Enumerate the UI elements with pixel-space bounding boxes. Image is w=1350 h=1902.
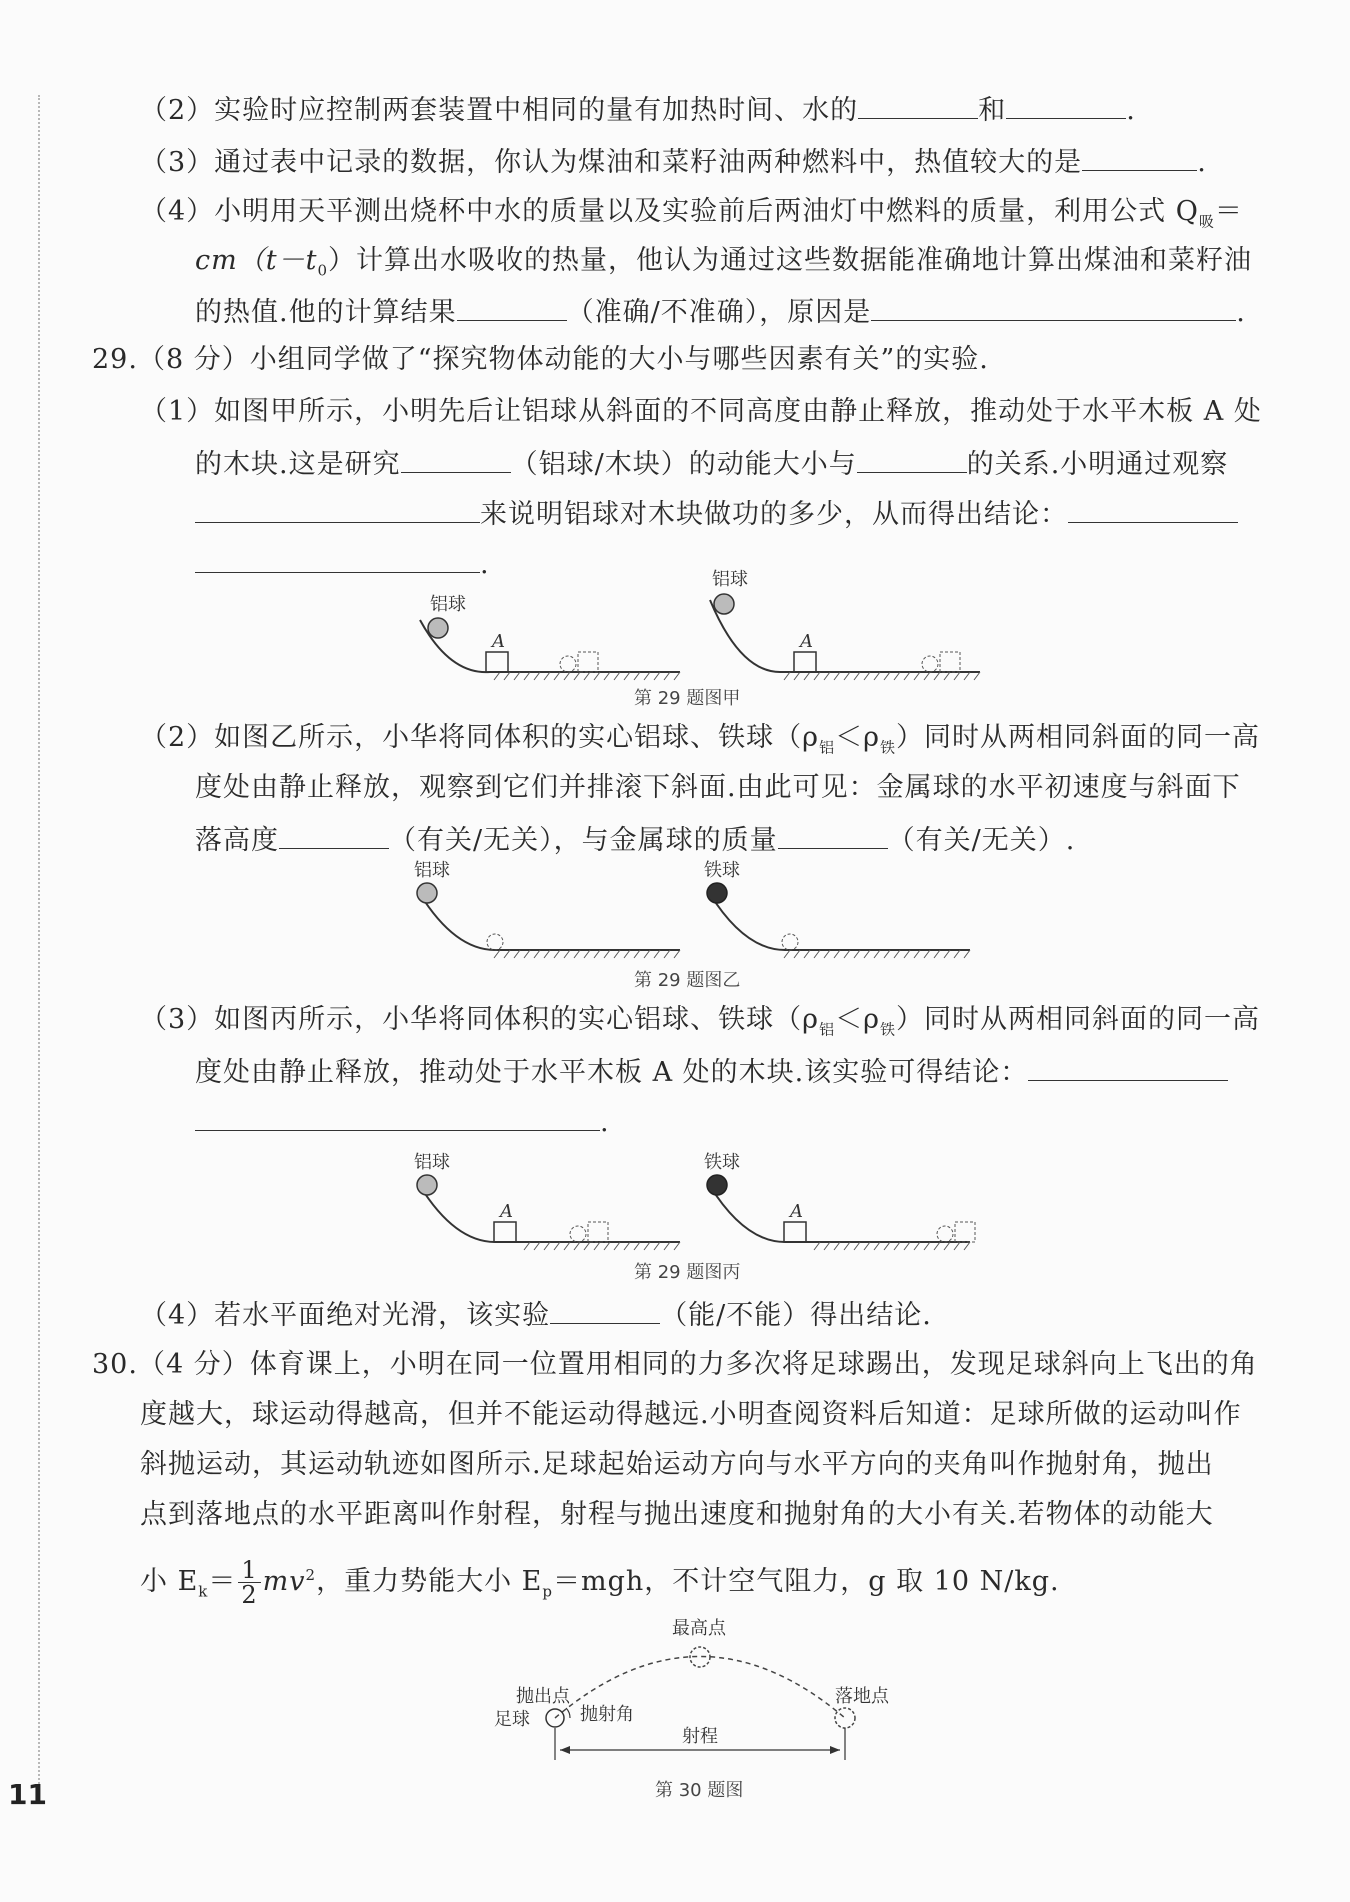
label-ball: 足球 bbox=[494, 1709, 530, 1730]
q29-part1-line2: 的木块.这是研究 （铝球/木块）的动能大小与 的关系.小明通过观察 bbox=[195, 442, 1228, 485]
aluminum-ball bbox=[417, 1175, 437, 1195]
ball-label: 铝球 bbox=[414, 1152, 450, 1173]
ball-label: 铝球 bbox=[430, 594, 466, 615]
answer-blank[interactable] bbox=[195, 542, 480, 573]
answer-blank[interactable] bbox=[195, 1100, 600, 1131]
aluminum-ball bbox=[428, 618, 448, 638]
q30-line3: 斜抛运动，其运动轨迹如图所示.足球起始运动方向与水平方向的夹角叫作抛射角，抛出 bbox=[140, 1449, 1214, 1480]
figure-29-yi bbox=[400, 858, 1000, 963]
answer-blank[interactable] bbox=[1028, 1050, 1228, 1081]
ball-label: 铁球 bbox=[704, 860, 740, 881]
q28-part4-line2: $cm(t-t_0)$计算出水吸收的热量，他认为通过这些数据能准确地计算出煤油和菜籽油 bbox=[195, 245, 1252, 280]
block-label: A bbox=[492, 631, 505, 652]
iron-ball bbox=[707, 1175, 727, 1195]
figure-29-bing bbox=[400, 1150, 1000, 1255]
label-range: 射程 bbox=[682, 1726, 718, 1747]
ball-label: 铝球 bbox=[712, 569, 748, 590]
q29-part1-line1: （1）如图甲所示，小明先后让铝球从斜面的不同高度由静止释放，推动处于水平木板 A 处 bbox=[140, 396, 1262, 427]
answer-blank[interactable] bbox=[457, 290, 567, 321]
figure-30-projectile bbox=[494, 1618, 920, 1770]
jia-right-setup bbox=[710, 569, 980, 680]
bing-right-setup bbox=[704, 1152, 975, 1250]
wood-block bbox=[486, 652, 508, 672]
q29-part3-line1: （3）如图丙所示，小华将同体积的实心铝球、铁球$(\rho_铝<\rho_铁)$同时从两相同斜面的同一高 bbox=[140, 1004, 1260, 1039]
answer-blank[interactable] bbox=[279, 818, 389, 849]
figure-caption: 第 29 题图乙 bbox=[634, 970, 741, 991]
q30-line2: 度越大，球运动得越高，但并不能运动得越远.小明查阅资料后知道：足球所做的运动叫作 bbox=[140, 1399, 1242, 1430]
iron-ball bbox=[707, 883, 727, 903]
q29-part2-line2: 度处由静止释放，观察到它们并排滚下斜面.由此可见：金属球的水平初速度与斜面下 bbox=[195, 772, 1241, 803]
answer-blank[interactable] bbox=[1006, 88, 1126, 119]
aluminum-ball bbox=[714, 594, 734, 614]
wood-block bbox=[494, 1222, 516, 1242]
landing-ball bbox=[835, 1708, 855, 1728]
bing-left-setup bbox=[414, 1152, 680, 1250]
q29-part1-line3: 来说明铝球对木块做功的多少，从而得出结论： bbox=[195, 492, 1238, 535]
answer-blank[interactable] bbox=[857, 442, 967, 473]
answer-blank[interactable] bbox=[871, 290, 1236, 321]
figure-caption: 第 29 题图丙 bbox=[634, 1262, 741, 1283]
answer-blank[interactable] bbox=[401, 442, 511, 473]
q28-part3: （3）通过表中记录的数据，你认为煤油和菜籽油两种燃料中，热值较大的是 . bbox=[140, 140, 1207, 183]
q30-line4: 点到落地点的水平距离叫作射程，射程与抛出速度和抛射角的大小有关.若物体的动能大 bbox=[140, 1499, 1214, 1530]
label-launch-point: 抛出点 bbox=[516, 1686, 570, 1707]
q28-part2: （2）实验时应控制两套装置中相同的量有加热时间、水的 和 . bbox=[140, 88, 1136, 131]
page-number: 11 bbox=[8, 1778, 47, 1811]
fraction-one-half: $\frac{1}{2}$ bbox=[238, 1558, 260, 1607]
figure-caption: 第 30 题图 bbox=[655, 1780, 744, 1801]
answer-blank[interactable] bbox=[195, 492, 480, 523]
block-label: A bbox=[800, 631, 813, 652]
block-label: A bbox=[500, 1201, 513, 1222]
label-landing-point: 落地点 bbox=[835, 1686, 889, 1707]
jia-left-setup bbox=[420, 594, 680, 680]
figure-29-jia bbox=[390, 569, 1010, 700]
q29-part2-line1: （2）如图乙所示，小华将同体积的实心铝球、铁球$(\rho_铝<\rho_铁)$同时从两相同斜面的同一高 bbox=[140, 722, 1260, 757]
ball-label: 铁球 bbox=[704, 1152, 740, 1173]
q28-part4-line3: 的热值.他的计算结果 （准确/不准确），原因是 . bbox=[195, 290, 1246, 333]
wood-block bbox=[794, 652, 816, 672]
answer-blank[interactable] bbox=[858, 88, 978, 119]
q28-part4-line1: （4）小明用天平测出烧杯中水的质量以及实验前后两油灯中燃料的质量，利用公式 $Q_吸=$ bbox=[140, 196, 1243, 231]
aluminum-ball bbox=[417, 883, 437, 903]
block-label: A bbox=[790, 1201, 803, 1222]
label-top-point: 最高点 bbox=[672, 1618, 726, 1639]
answer-blank[interactable] bbox=[1082, 140, 1197, 171]
q30-line5: 小 $E_k=$ $\frac{1}{2}$ $mv^2$，重力势能大小 $E_p=mgh$，不计空气阻力，g 取 10 N/kg. bbox=[140, 1556, 1060, 1609]
q29-part2-line3: 落高度 （有关/无关），与金属球的质量 （有关/无关）. bbox=[195, 818, 1075, 861]
margin-dotted-line bbox=[38, 95, 40, 1795]
q29-part1-line4: . bbox=[195, 542, 490, 585]
answer-blank[interactable] bbox=[550, 1293, 660, 1324]
answer-blank[interactable] bbox=[778, 818, 888, 849]
figure-caption: 第 29 题图甲 bbox=[634, 688, 741, 709]
q29-part3-line2: 度处由静止释放，推动处于水平木板 A 处的木块.该实验可得结论： bbox=[195, 1050, 1228, 1093]
q29-heading: 29.（8 分）小组同学做了“探究物体动能的大小与哪些因素有关”的实验. bbox=[92, 344, 989, 375]
wood-block bbox=[784, 1222, 806, 1242]
yi-left-setup bbox=[414, 860, 680, 958]
q29-part3-line3: . bbox=[195, 1100, 610, 1143]
answer-blank[interactable] bbox=[1068, 492, 1238, 523]
yi-right-setup bbox=[704, 860, 970, 958]
label-angle: 抛射角 bbox=[580, 1704, 634, 1725]
q29-part4: （4）若水平面绝对光滑，该实验 （能/不能）得出结论. bbox=[140, 1293, 932, 1336]
ball-label: 铝球 bbox=[414, 860, 450, 881]
q30-line1: 30.（4 分）体育课上，小明在同一位置用相同的力多次将足球踢出，发现足球斜向上飞出的角 bbox=[92, 1349, 1258, 1380]
